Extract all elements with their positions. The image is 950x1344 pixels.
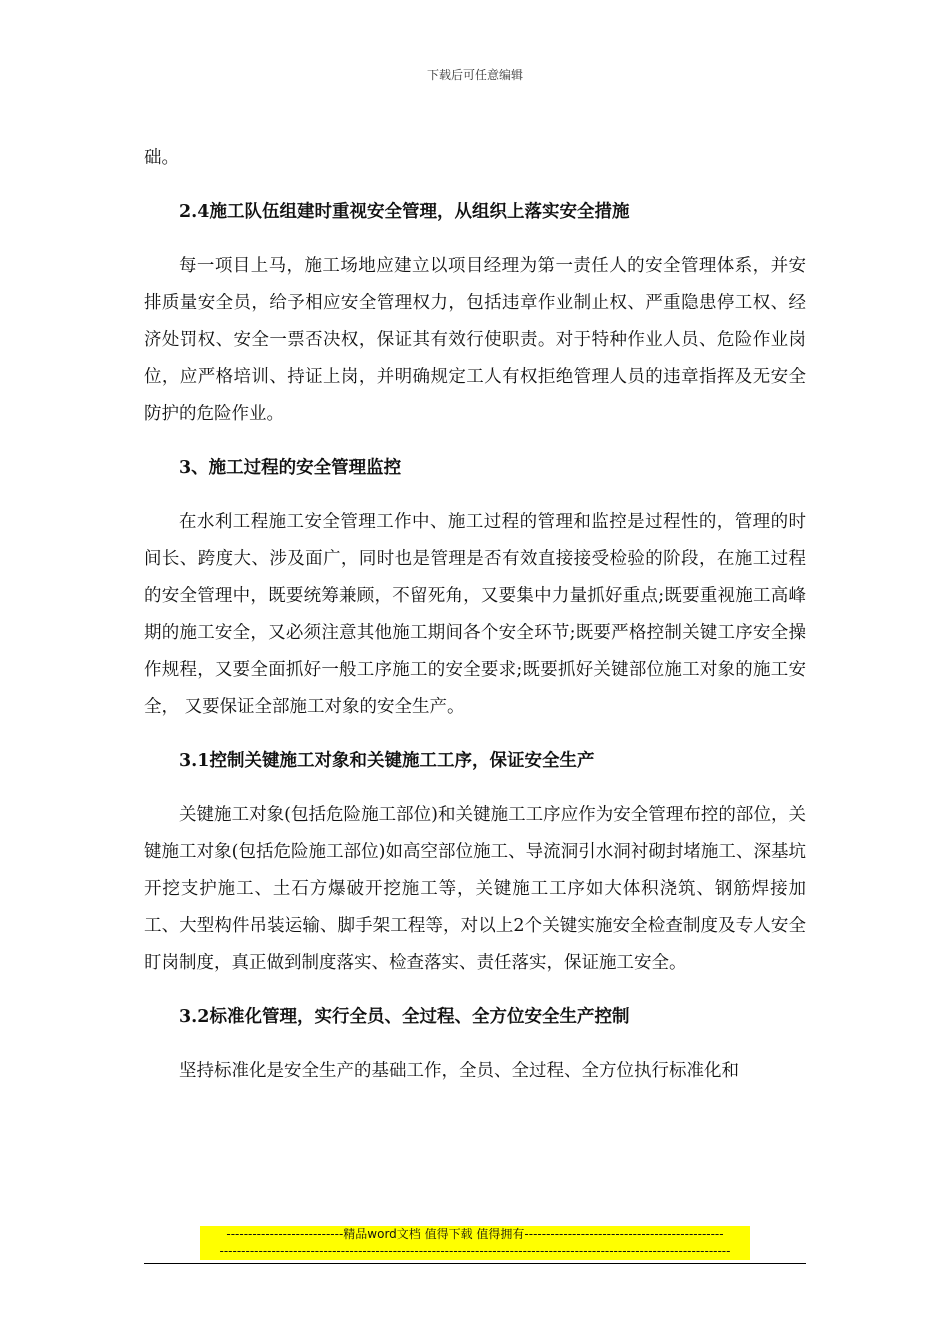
paragraph-fragment: 础。: [144, 148, 179, 168]
footer-banner-line-2: ----------------------------------------------------------------------------------------------------------------------: [219, 1244, 731, 1258]
footer-divider: [144, 1263, 806, 1264]
page-header: 下载后可任意编辑: [426, 68, 523, 82]
section-heading-2-4: 2.4施工队伍组建时重视安全管理，从组织上落实安全措施: [179, 202, 630, 222]
footer-banner-line-1: ---------------------------精品word文档 值得下载 值得拥有----------------------------------------------: [226, 1227, 724, 1241]
paragraph: 坚持标准化是安全生产的基础工作，全员、全过程、全方位执行标准化和: [179, 1061, 739, 1081]
section-heading-3-1: 3.1控制关键施工对象和关键施工工序，保证安全生产: [179, 751, 595, 771]
paragraph: 在水利工程施工安全管理工作中、施工过程的管理和监控是过程性的，管理的时间长、跨度大、涉及面广，同时也是管理是否有效直接接受检验的阶段，在施工过程的安全管理中，既要统筹兼顾，不留死角，又要集中力量抓好重点;既要重视施工高峰期的施工安全，又必须注意其他施工期间各个安全环节;既要严格控制关键工序安全操作规程，又要全面抓好一般工序施工的安全要求;既要抓好关键部位施工对象的施工安全， 又要保证全部施工对象的安全生产。: [144, 512, 806, 717]
paragraph: 关键施工对象(包括危险施工部位)和关键施工工序应作为安全管理布控的部位，关键施工对象(包括危险施工部位)如高空部位施工、导流洞引水洞衬砌封堵施工、深基坑开挖支护施工、土石方爆破开挖施工等，关键施工工序如大体积浇筑、钢筋焊接加工、大型构件吊装运输、脚手架工程等，对以上2个关键实施安全检查制度及专人安全盯岗制度，真正做到制度落实、检查落实、责任落实，保证施工安全。: [144, 805, 806, 973]
section-heading-3-2: 3.2标准化管理，实行全员、全过程、全方位安全生产控制: [179, 1007, 630, 1027]
footer-banner: [200, 1226, 750, 1260]
paragraph: 每一项目上马，施工场地应建立以项目经理为第一责任人的安全管理体系，并安排质量安全员，给予相应安全管理权力，包括违章作业制止权、严重隐患停工权、经济处罚权、安全一票否决权，保证其有效行使职责。对于特种作业人员、危险作业岗位，应严格培训、持证上岗，并明确规定工人有权拒绝管理人员的违章指挥及无安全防护的危险作业。: [144, 256, 806, 424]
section-heading-3: 3、施工过程的安全管理监控: [179, 458, 402, 478]
document-body: [144, 140, 806, 1107]
